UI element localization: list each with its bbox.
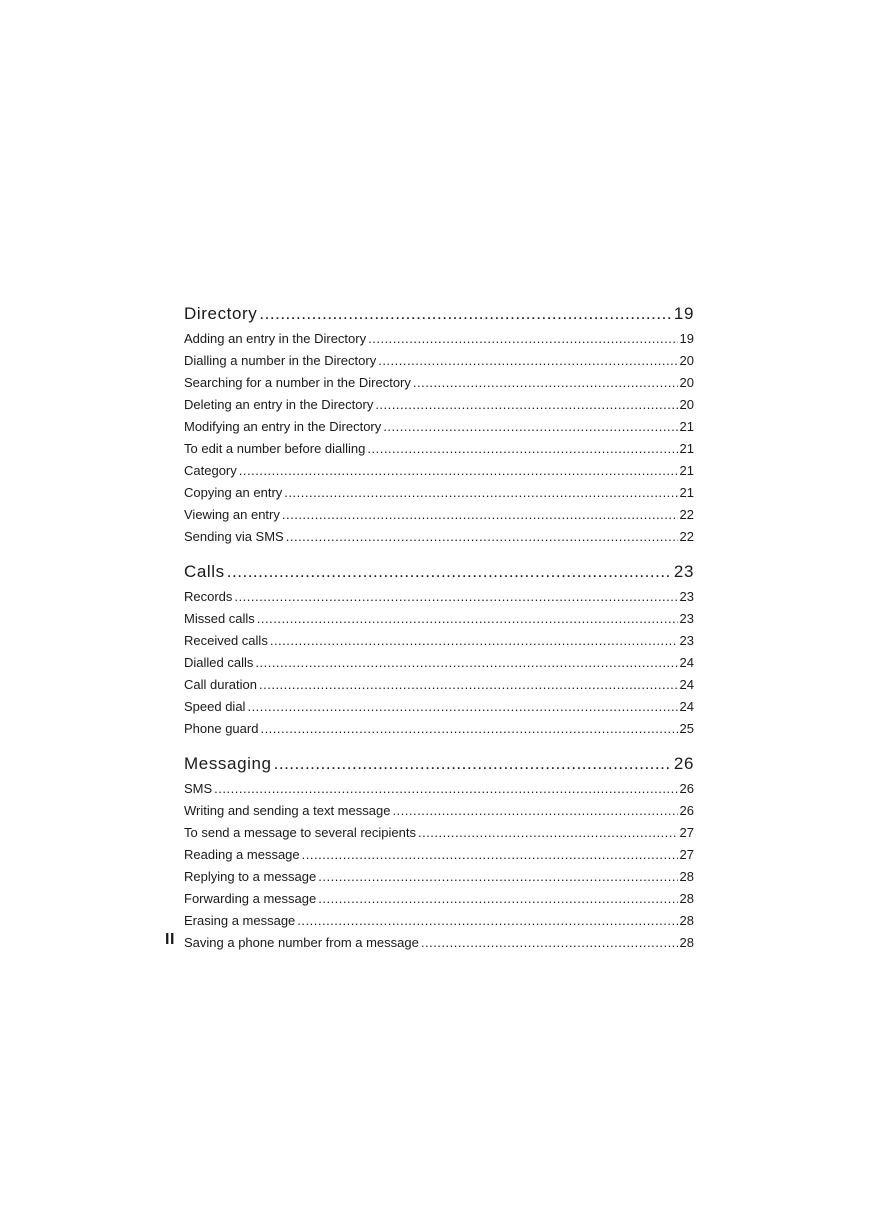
toc-heading[interactable] xyxy=(184,300,694,328)
dot-leader xyxy=(260,718,677,740)
dot-leader xyxy=(421,932,678,954)
toc-entry[interactable] xyxy=(184,608,694,630)
toc-entry[interactable] xyxy=(184,328,694,350)
toc-entry-page: 23 xyxy=(679,589,694,604)
toc-entry-label: Received calls xyxy=(184,633,268,648)
toc-entry-page: 24 xyxy=(679,655,694,670)
toc-entry-label: Erasing a message xyxy=(184,913,296,928)
toc-entry-label: Replying to a message xyxy=(184,869,317,884)
dot-leader xyxy=(413,372,678,394)
toc-entry[interactable] xyxy=(184,652,694,674)
toc-entry-page: 28 xyxy=(679,913,694,928)
dot-leader xyxy=(255,652,677,674)
toc-entry[interactable] xyxy=(184,630,694,652)
toc-heading-title: Calls xyxy=(184,562,225,581)
toc-entry-label: Reading a message xyxy=(184,847,300,862)
dot-leader xyxy=(318,866,677,888)
dot-leader xyxy=(270,630,678,652)
toc-entry-page: 26 xyxy=(679,781,694,796)
dot-leader xyxy=(392,800,677,822)
toc-entry[interactable] xyxy=(184,482,694,504)
toc-entry-label: Forwarding a message xyxy=(184,891,317,906)
toc-entry-label: Category xyxy=(184,463,237,478)
toc-entry[interactable] xyxy=(184,416,694,438)
dot-leader xyxy=(378,350,677,372)
toc-entry-label: Modifying an entry in the Directory xyxy=(184,419,382,434)
dot-leader xyxy=(368,328,677,350)
toc-entry[interactable] xyxy=(184,844,694,866)
toc-entry-label: Dialling a number in the Directory xyxy=(184,353,377,368)
dot-leader xyxy=(297,910,677,932)
toc-entry-page: 28 xyxy=(679,935,694,950)
dot-leader xyxy=(318,888,677,910)
toc-entry[interactable] xyxy=(184,394,694,416)
toc-entry[interactable] xyxy=(184,800,694,822)
toc-entry[interactable] xyxy=(184,778,694,800)
dot-leader xyxy=(259,674,678,696)
toc-entry-label: Copying an entry xyxy=(184,485,283,500)
dot-leader xyxy=(286,526,678,548)
toc-entry-label: Call duration xyxy=(184,677,257,692)
toc-section-messaging xyxy=(184,750,694,954)
toc-entry-page: 22 xyxy=(679,529,694,544)
toc-entry[interactable] xyxy=(184,866,694,888)
toc-heading[interactable] xyxy=(184,558,694,586)
toc-entry[interactable] xyxy=(184,718,694,740)
toc-entry-page: 19 xyxy=(679,331,694,346)
toc-entry-page: 28 xyxy=(679,869,694,884)
toc-entry-page: 20 xyxy=(679,397,694,412)
dot-leader xyxy=(282,504,678,526)
toc-heading[interactable] xyxy=(184,750,694,778)
toc-heading-title: Messaging xyxy=(184,754,272,773)
toc-heading-page: 19 xyxy=(673,304,694,323)
toc-entry[interactable] xyxy=(184,586,694,608)
page-folio: II xyxy=(165,931,175,948)
toc-entry-page: 27 xyxy=(679,847,694,862)
toc-entry[interactable] xyxy=(184,910,694,932)
dot-leader xyxy=(375,394,677,416)
toc-entry-label: Speed dial xyxy=(184,699,246,714)
toc-entry-page: 20 xyxy=(679,353,694,368)
toc-section-directory xyxy=(184,300,694,548)
toc-entry-page: 21 xyxy=(679,441,694,456)
toc-heading-page: 23 xyxy=(673,562,694,581)
dot-leader xyxy=(259,300,671,328)
toc-entry-page: 23 xyxy=(679,633,694,648)
toc-entry-page: 25 xyxy=(679,721,694,736)
toc-entry-label: Records xyxy=(184,589,233,604)
toc-entry-page: 27 xyxy=(679,825,694,840)
toc-entry-label: Searching for a number in the Directory xyxy=(184,375,411,390)
dot-leader xyxy=(227,558,672,586)
toc-entry-label: Writing and sending a text message xyxy=(184,803,391,818)
toc-entry-page: 21 xyxy=(679,419,694,434)
toc-heading-title: Directory xyxy=(184,304,258,323)
toc-entry-label: Saving a phone number from a message xyxy=(184,935,419,950)
toc-entry-page: 28 xyxy=(679,891,694,906)
toc-entry[interactable] xyxy=(184,504,694,526)
dot-leader xyxy=(274,750,672,778)
dot-leader xyxy=(284,482,677,504)
dot-leader xyxy=(418,822,678,844)
toc-entry-page: 22 xyxy=(679,507,694,522)
toc-entry-page: 24 xyxy=(679,699,694,714)
toc-entry-page: 21 xyxy=(679,463,694,478)
toc-entry-label: SMS xyxy=(184,781,213,796)
toc-entry-label: To send a message to several recipients xyxy=(184,825,416,840)
toc-entry-page: 23 xyxy=(679,611,694,626)
toc-entry-page: 21 xyxy=(679,485,694,500)
toc-entry-page: 20 xyxy=(679,375,694,390)
toc-entry-label: Dialled calls xyxy=(184,655,254,670)
dot-leader xyxy=(302,844,678,866)
toc-entry[interactable] xyxy=(184,932,694,954)
toc-entry[interactable] xyxy=(184,822,694,844)
dot-leader xyxy=(367,438,677,460)
toc-entry-label: Adding an entry in the Directory xyxy=(184,331,367,346)
toc-entry-label: Deleting an entry in the Directory xyxy=(184,397,374,412)
dot-leader xyxy=(234,586,677,608)
toc-heading-page: 26 xyxy=(673,754,694,773)
toc-entry[interactable] xyxy=(184,372,694,394)
toc-entry[interactable] xyxy=(184,438,694,460)
toc-entry-label: Sending via SMS xyxy=(184,529,284,544)
dot-leader xyxy=(383,416,677,438)
toc-entry-label: Phone guard xyxy=(184,721,259,736)
toc-section-calls xyxy=(184,558,694,740)
toc-entry[interactable] xyxy=(184,526,694,548)
toc-entry-label: To edit a number before dialling xyxy=(184,441,366,456)
toc-entry-label: Viewing an entry xyxy=(184,507,280,522)
toc-entry[interactable] xyxy=(184,460,694,482)
table-of-contents xyxy=(184,300,694,964)
toc-entry[interactable] xyxy=(184,888,694,910)
dot-leader xyxy=(239,460,678,482)
toc-entry-page: 26 xyxy=(679,803,694,818)
dot-leader xyxy=(257,608,678,630)
dot-leader xyxy=(214,778,677,800)
toc-entry[interactable] xyxy=(184,350,694,372)
toc-entry-label: Missed calls xyxy=(184,611,255,626)
toc-entry[interactable] xyxy=(184,696,694,718)
toc-entry-page: 24 xyxy=(679,677,694,692)
dot-leader xyxy=(247,696,677,718)
toc-entry[interactable] xyxy=(184,674,694,696)
